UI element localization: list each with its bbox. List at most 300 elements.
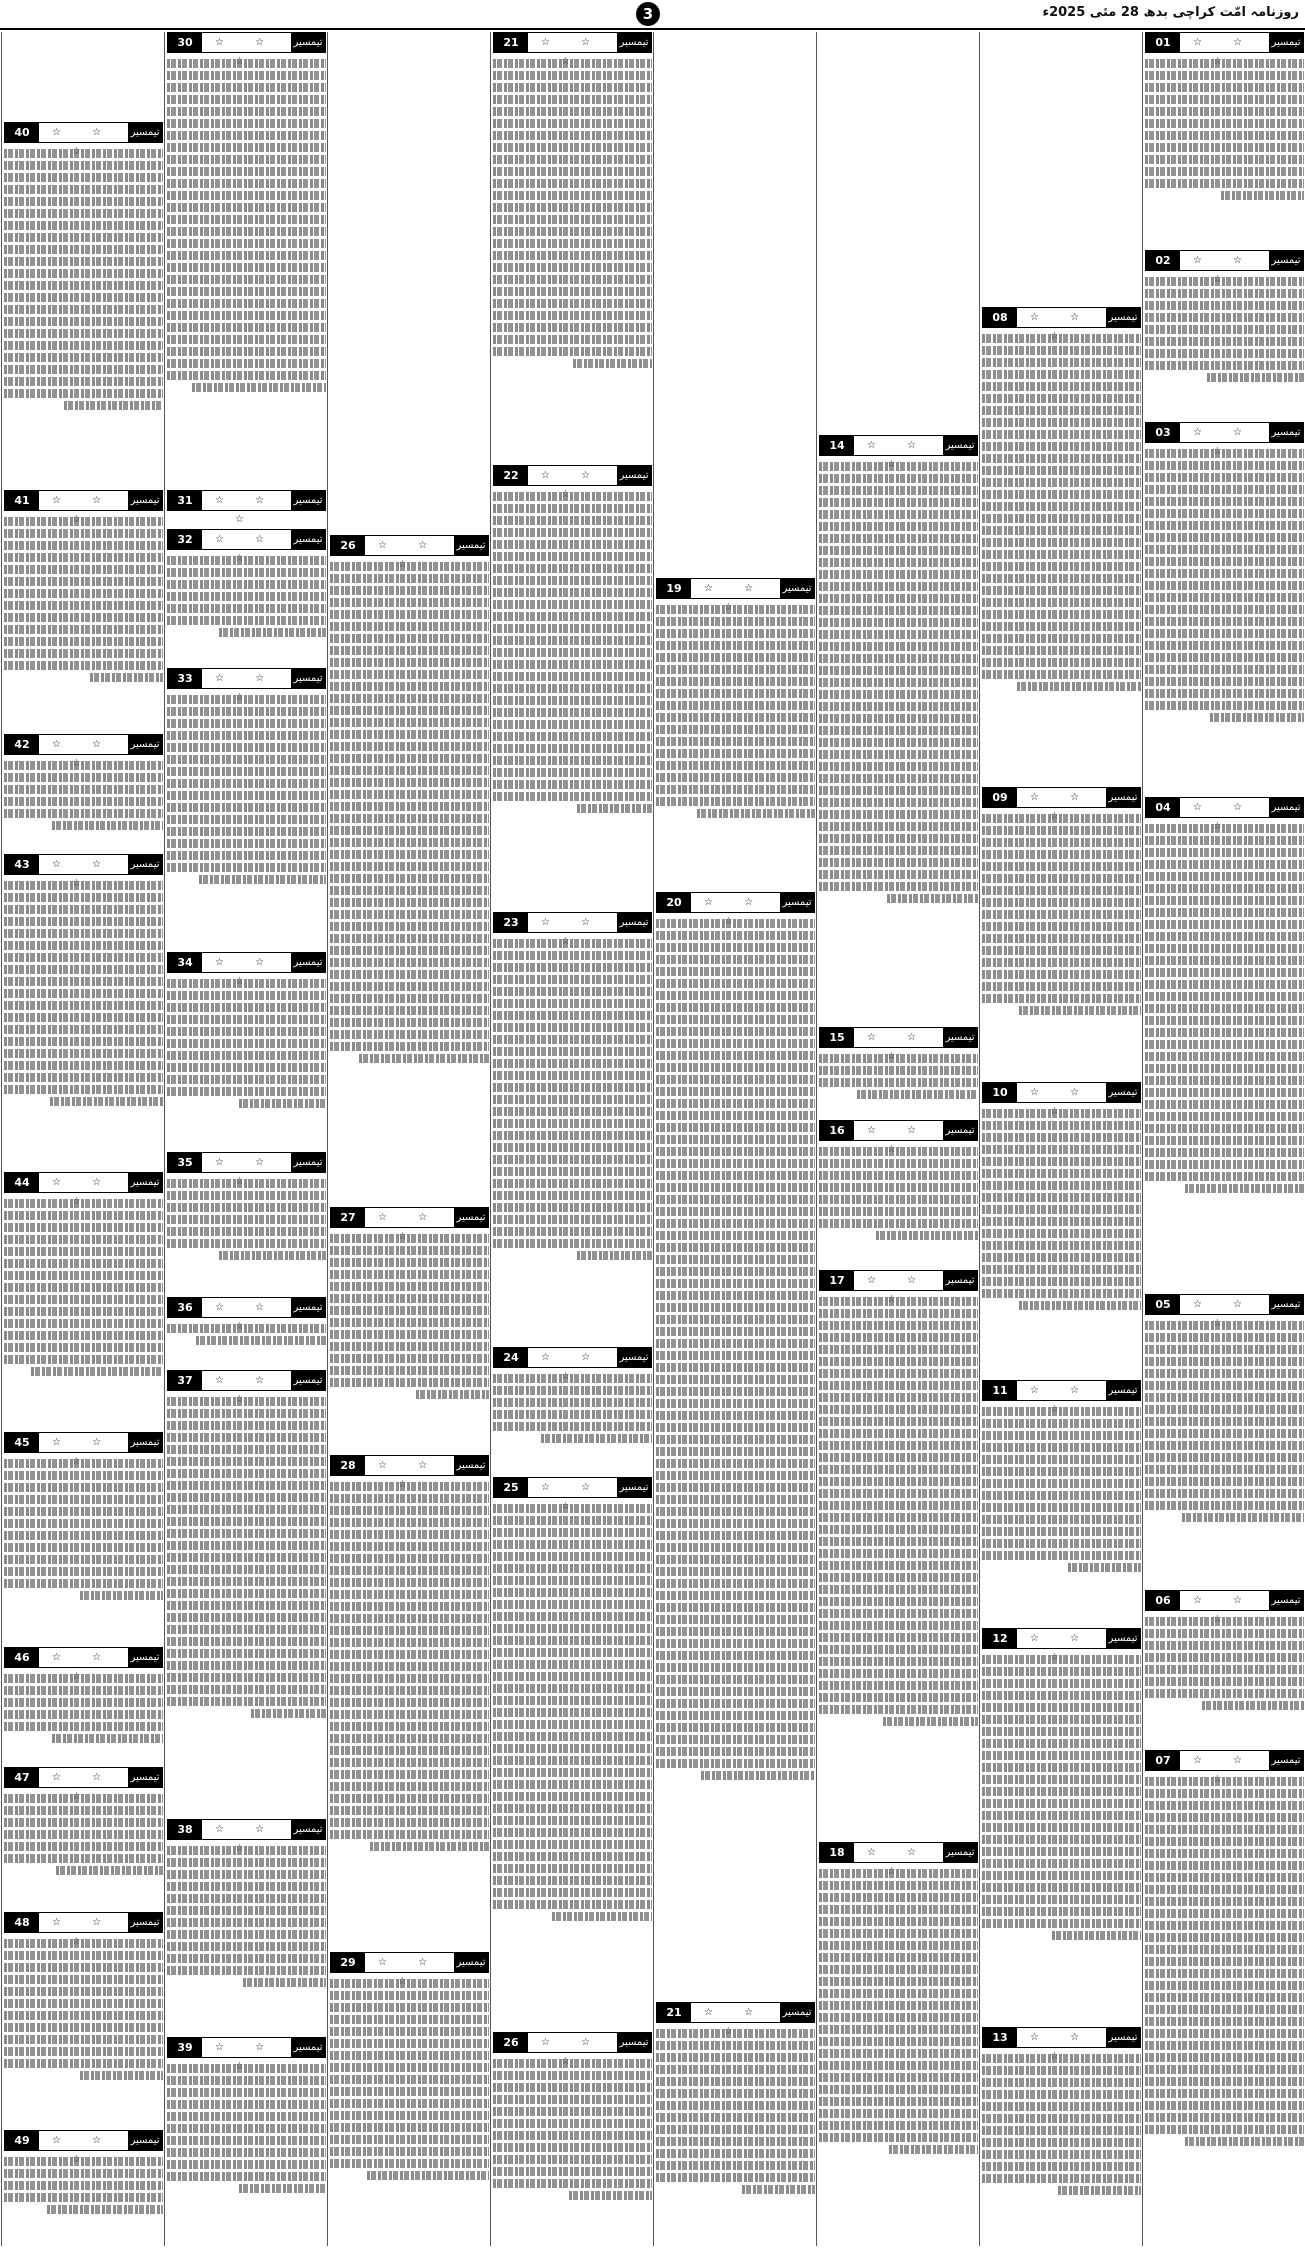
text-line [1145, 521, 1304, 530]
text-line [1145, 325, 1304, 334]
news-item [819, 1120, 978, 1266]
page-column [164, 32, 328, 2246]
item-tag: تیمسیر [291, 953, 325, 972]
text-line [819, 1657, 978, 1666]
item-header [4, 854, 163, 875]
text-line [982, 2066, 1141, 2075]
text-line [656, 1411, 815, 1420]
text-line [982, 1811, 1141, 1820]
item-number: 15 [820, 1028, 854, 1047]
news-item [4, 1912, 163, 2126]
text-line [167, 71, 326, 80]
text-line [330, 2159, 489, 2168]
text-line [656, 1303, 815, 1312]
news-item [167, 32, 326, 486]
text-line [656, 1639, 815, 1648]
text-line [493, 1792, 652, 1801]
text-line [982, 826, 1141, 835]
text-line [330, 958, 489, 967]
star-ornament-icon: ☆ ☆ [1029, 792, 1094, 803]
text-line [656, 1531, 815, 1540]
text-line [742, 2185, 815, 2194]
text-line [243, 1978, 326, 1987]
text-line [167, 767, 326, 776]
text-line [982, 1121, 1141, 1130]
text-line [167, 275, 326, 284]
text-line [819, 2061, 978, 2070]
item-number: 21 [657, 2003, 691, 2022]
text-line [982, 1667, 1141, 1676]
text-line [493, 2155, 652, 2164]
text-line [167, 299, 326, 308]
text-line [330, 1530, 489, 1539]
text-line [167, 131, 326, 140]
text-line [167, 839, 326, 848]
text-line [1145, 1689, 1304, 1698]
news-item [982, 1082, 1141, 1376]
text-line [4, 965, 163, 974]
text-line [1145, 605, 1304, 614]
text-line [1145, 992, 1304, 1001]
text-line [819, 2049, 978, 2058]
text-line [656, 665, 815, 674]
text-line [493, 1083, 652, 1092]
text-line [330, 1318, 489, 1327]
text-line [982, 850, 1141, 859]
item-header [330, 1207, 489, 1228]
text-line [167, 2112, 326, 2121]
item-tag: تیمسیر [128, 491, 162, 510]
text-line [330, 1758, 489, 1767]
text-line [50, 1097, 163, 1106]
item-tag: تیمسیر [780, 893, 814, 912]
text-line [330, 838, 489, 847]
text-line [819, 2001, 978, 2010]
text-line [493, 1504, 652, 1513]
text-line [1145, 1981, 1304, 1990]
text-line [656, 1111, 815, 1120]
text-line [330, 658, 489, 667]
text-line [330, 970, 489, 979]
text-line [167, 779, 326, 788]
text-line [493, 1696, 652, 1705]
text-line [982, 646, 1141, 655]
text-line [1145, 1921, 1304, 1930]
text-line [493, 624, 652, 633]
text-line [1145, 1641, 1304, 1650]
item-body-text [819, 459, 978, 1021]
text-line [656, 931, 815, 940]
text-line [1145, 2005, 1304, 2014]
text-line [4, 917, 163, 926]
text-line [167, 1003, 326, 1012]
news-item [4, 1767, 163, 1908]
text-line [167, 227, 326, 236]
text-line [4, 773, 163, 782]
text-line [819, 1965, 978, 1974]
text-line [330, 778, 489, 787]
text-line [656, 2173, 815, 2182]
text-line [982, 1145, 1141, 1154]
text-line [167, 580, 326, 589]
text-line [697, 809, 815, 818]
text-line [982, 970, 1141, 979]
text-line [167, 1637, 326, 1646]
text-line [493, 975, 652, 984]
page-number: 3 [636, 2, 660, 26]
text-line [493, 1864, 652, 1873]
star-ornament-icon: ☆ ☆ [51, 127, 116, 138]
text-line [656, 1027, 815, 1036]
item-header [656, 578, 815, 599]
text-line [493, 2059, 652, 2068]
text-line [167, 1846, 326, 1855]
text-line [819, 1537, 978, 1546]
text-line [493, 71, 652, 80]
text-line [493, 1852, 652, 1861]
text-line [656, 1051, 815, 1060]
item-tag: تیمسیر [291, 2038, 325, 2057]
text-line [493, 1660, 652, 1669]
text-line [656, 1075, 815, 1084]
text-line [330, 790, 489, 799]
text-line [656, 1147, 815, 1156]
text-line [167, 568, 326, 577]
item-body-text [330, 1976, 489, 2240]
text-line [167, 2160, 326, 2169]
text-line [819, 1609, 978, 1618]
text-line [982, 1679, 1141, 1688]
text-line [4, 589, 163, 598]
text-line [819, 1357, 978, 1366]
text-line [167, 2088, 326, 2097]
text-line [819, 1905, 978, 1914]
text-line [1221, 191, 1304, 200]
text-line [982, 2138, 1141, 2147]
text-line [1145, 2053, 1304, 2062]
text-line [982, 1491, 1141, 1500]
item-body-text [982, 811, 1141, 1076]
item-tag: تیمسیر [1269, 1591, 1303, 1610]
text-line [167, 1457, 326, 1466]
text-line [656, 1207, 815, 1216]
star-ornament-icon: ☆ ☆ [703, 2007, 768, 2018]
text-line [493, 963, 652, 972]
text-line [367, 2171, 489, 2180]
text-line [4, 2011, 163, 2020]
star-ornament-icon: ☆ ☆ [1192, 802, 1257, 813]
text-line [167, 1203, 326, 1212]
text-line [819, 1453, 978, 1462]
text-line [4, 1223, 163, 1232]
text-line [819, 1429, 978, 1438]
text-line [1145, 1489, 1304, 1498]
text-line [167, 2100, 326, 2109]
text-line [167, 1493, 326, 1502]
text-line [1145, 884, 1304, 893]
text-line [330, 886, 489, 895]
item-tag: تیمسیر [454, 536, 488, 555]
text-line [330, 1006, 489, 1015]
text-line [982, 874, 1141, 883]
text-line [167, 347, 326, 356]
text-line [1145, 1665, 1304, 1674]
text-line [819, 2109, 978, 2118]
text-line [4, 1806, 163, 1815]
text-line [4, 257, 163, 266]
item-body-text [330, 559, 489, 1201]
text-line [1145, 2029, 1304, 2038]
text-line [982, 1407, 1141, 1416]
star-ornament-icon: ☆ ☆ [214, 1824, 279, 1835]
text-line [493, 1143, 652, 1152]
news-item [982, 1628, 1141, 2023]
text-line [1145, 1357, 1304, 1366]
text-line [493, 1720, 652, 1729]
text-line [1145, 629, 1304, 638]
text-line [982, 1277, 1141, 1286]
text-line [656, 1123, 815, 1132]
text-line [4, 553, 163, 562]
item-body-text [4, 878, 163, 1166]
text-line [1145, 509, 1304, 518]
star-ornament-icon: ☆ ☆ [1192, 1299, 1257, 1310]
text-line [167, 59, 326, 68]
item-number: 30 [168, 33, 202, 52]
item-number: 33 [168, 669, 202, 688]
item-number: 43 [5, 855, 39, 874]
text-line [4, 1085, 163, 1094]
text-line [47, 2205, 163, 2214]
text-line [577, 1251, 652, 1260]
item-tag: تیمسیر [454, 1208, 488, 1227]
text-line [982, 418, 1141, 427]
item-tag: تیمسیر [617, 1348, 651, 1367]
text-line [167, 1954, 326, 1963]
item-body-text [493, 489, 652, 906]
text-line [330, 1234, 489, 1243]
text-line [982, 1419, 1141, 1428]
text-line [982, 2054, 1141, 2063]
text-line [819, 810, 978, 819]
text-line [982, 466, 1141, 475]
item-number: 02 [1146, 251, 1180, 270]
text-line [330, 994, 489, 1003]
text-line [370, 1842, 489, 1851]
text-line [330, 706, 489, 715]
text-line [167, 119, 326, 128]
text-line [493, 311, 652, 320]
item-tag: تیمسیر [943, 1271, 977, 1290]
text-line [167, 1870, 326, 1879]
text-line [656, 1447, 815, 1456]
text-line [167, 155, 326, 164]
item-number: 03 [1146, 423, 1180, 442]
item-number: 46 [5, 1648, 39, 1667]
text-line [167, 2064, 326, 2073]
text-line [493, 1744, 652, 1753]
news-item [819, 435, 978, 1023]
text-line [819, 762, 978, 771]
text-line [656, 1231, 815, 1240]
columns [0, 32, 1305, 2246]
text-line [982, 670, 1141, 679]
text-line [330, 898, 489, 907]
text-line [493, 780, 652, 789]
text-line [493, 119, 652, 128]
text-line [656, 1363, 815, 1372]
item-tag: تیمسیر [291, 33, 325, 52]
item-header [819, 1270, 978, 1291]
star-ornament-icon: ☆ ☆ [1192, 255, 1257, 266]
text-line [982, 1289, 1141, 1298]
text-line [1145, 836, 1304, 845]
text-line [819, 1893, 978, 1902]
star-ornament-icon: ☆ ☆ [377, 1460, 442, 1471]
item-tag: تیمسیر [1106, 1629, 1140, 1648]
text-line [982, 454, 1141, 463]
text-line [493, 612, 652, 621]
text-line [167, 2076, 326, 2085]
text-line [330, 1830, 489, 1839]
page-column [979, 32, 1143, 2246]
text-line [330, 910, 489, 919]
text-line [4, 953, 163, 962]
item-number: 37 [168, 1371, 202, 1390]
text-line [330, 634, 489, 643]
text-line [819, 474, 978, 483]
news-item [819, 1842, 978, 2242]
star-ornament-icon: ☆ ☆ [51, 1917, 116, 1928]
text-line [982, 2162, 1141, 2171]
text-line [330, 1794, 489, 1803]
item-body-text [1145, 446, 1304, 791]
text-line [167, 287, 326, 296]
text-line [656, 737, 815, 746]
text-line [4, 977, 163, 986]
text-line [493, 1191, 652, 1200]
text-line [167, 1227, 326, 1236]
text-line [167, 1433, 326, 1442]
text-line [1207, 373, 1304, 382]
item-tag: تیمسیر [128, 1433, 162, 1452]
text-line [819, 2073, 978, 2082]
text-line [167, 2148, 326, 2157]
text-line [1145, 1429, 1304, 1438]
text-line [1145, 701, 1304, 710]
item-header [167, 952, 326, 973]
text-line [1145, 277, 1304, 286]
item-number: 34 [168, 953, 202, 972]
text-line [167, 83, 326, 92]
text-line [493, 1422, 652, 1431]
item-number: 26 [494, 2033, 528, 2052]
text-line [656, 1723, 815, 1732]
star-ornament-icon: ☆ ☆ [51, 1177, 116, 1188]
text-line [656, 1339, 815, 1348]
text-line [1145, 569, 1304, 578]
text-line [4, 1073, 163, 1082]
text-line [4, 649, 163, 658]
text-line [493, 251, 652, 260]
text-line [4, 941, 163, 950]
text-line [493, 1167, 652, 1176]
text-line [819, 1171, 978, 1180]
text-line [493, 263, 652, 272]
text-line [982, 1217, 1141, 1226]
star-ornament-icon: ☆ ☆ [214, 957, 279, 968]
text-line [982, 358, 1141, 367]
text-line [4, 1471, 163, 1480]
text-line [819, 1066, 978, 1075]
text-line [167, 1481, 326, 1490]
item-tag: تیمسیر [291, 491, 325, 510]
news-item [982, 2027, 1141, 2242]
text-line [167, 863, 326, 872]
item-body-text [330, 1479, 489, 1946]
text-line [493, 143, 652, 152]
text-line [982, 1787, 1141, 1796]
item-header [493, 2032, 652, 2053]
text-line [493, 600, 652, 609]
text-line [819, 2121, 978, 2130]
text-line [982, 2090, 1141, 2099]
text-line [167, 1541, 326, 1550]
star-ornament-icon: ☆ ☆ [1029, 1633, 1094, 1644]
text-line [982, 1253, 1141, 1262]
text-line [493, 1155, 652, 1164]
item-header [982, 2027, 1141, 2048]
text-line [656, 2125, 815, 2134]
text-line [4, 1987, 163, 1996]
item-body-text [1145, 274, 1304, 416]
text-line [573, 359, 653, 368]
star-ornament-icon: ☆ ☆ [214, 673, 279, 684]
text-line [493, 59, 652, 68]
text-line [656, 2089, 815, 2098]
text-line [656, 1423, 815, 1432]
item-body-text [982, 1106, 1141, 1374]
item-body-text [1145, 1774, 1304, 2240]
star-ornament-icon: ☆ ☆ [1192, 1595, 1257, 1606]
item-body-text [493, 1371, 652, 1471]
text-line [4, 1710, 163, 1719]
text-line [493, 1900, 652, 1909]
text-line [1145, 665, 1304, 674]
text-line [330, 1518, 489, 1527]
text-line [1145, 301, 1304, 310]
text-line [4, 1271, 163, 1280]
item-header [982, 1082, 1141, 1103]
text-line [656, 1351, 815, 1360]
item-tag: تیمسیر [1269, 1751, 1303, 1770]
text-line [1145, 956, 1304, 965]
text-line [1052, 1931, 1141, 1940]
text-line [493, 1071, 652, 1080]
text-line [167, 1906, 326, 1915]
text-line [4, 1283, 163, 1292]
text-line [819, 1869, 978, 1878]
text-line [493, 1059, 652, 1068]
text-line [4, 1037, 163, 1046]
text-line [982, 1715, 1141, 1724]
star-ornament-icon: ☆ ☆ [540, 1352, 605, 1363]
page-column [653, 32, 817, 2246]
text-line [493, 2071, 652, 2080]
item-header [819, 435, 978, 456]
item-header [1145, 1750, 1304, 1771]
news-item [982, 1380, 1141, 1624]
